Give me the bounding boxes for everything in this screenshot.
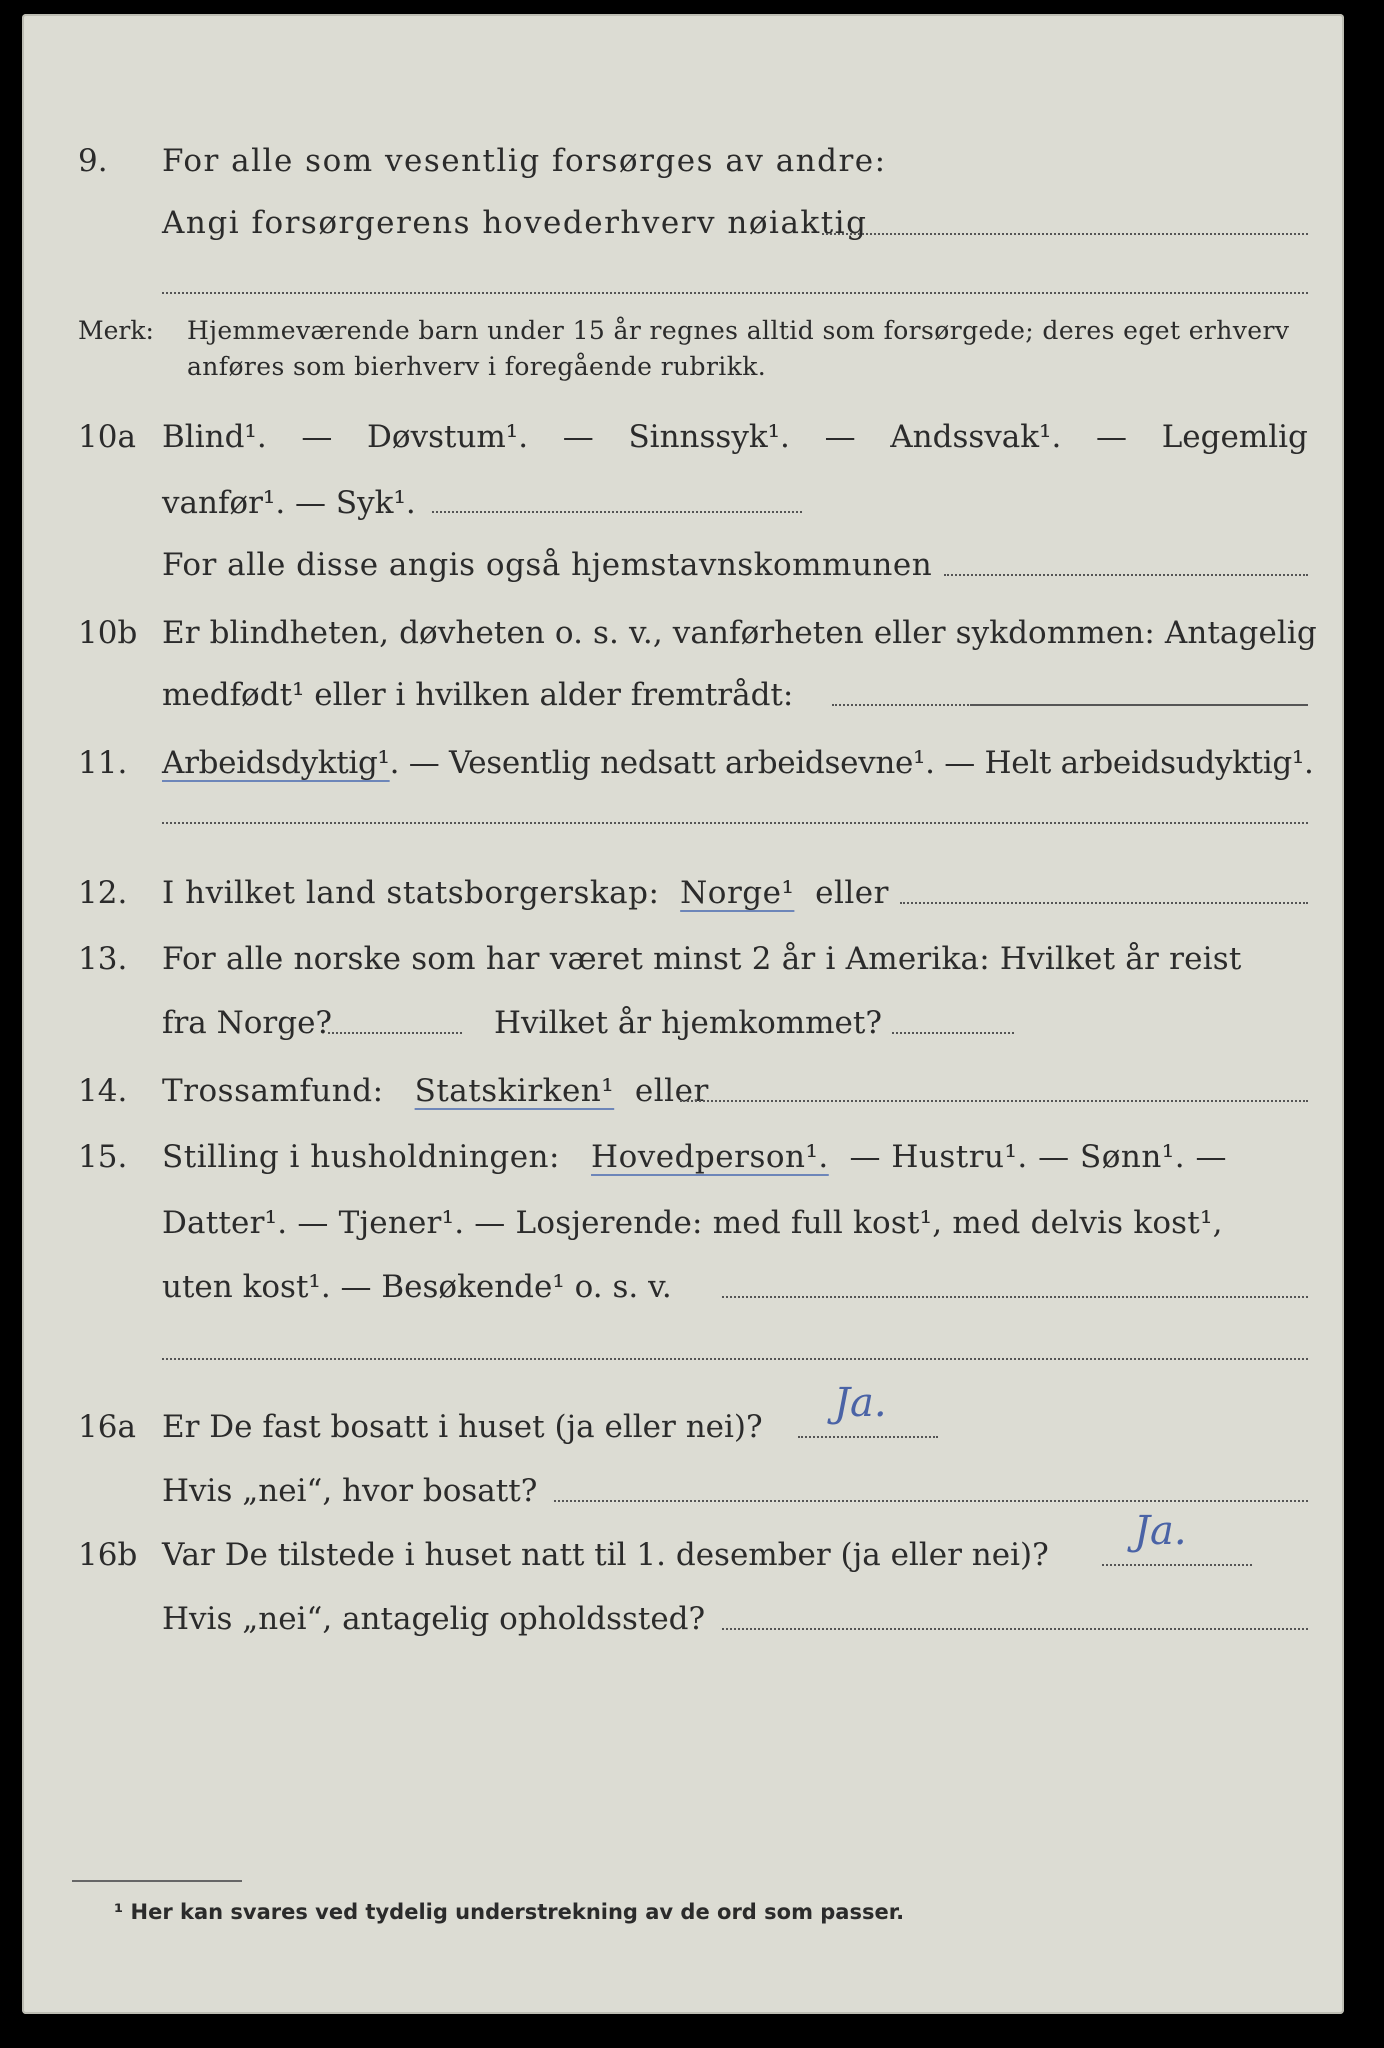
q15-underlined-hovedperson: Hovedperson¹.	[591, 1139, 829, 1175]
q10a-number: 10a	[78, 419, 136, 455]
q16a-text1: Er De fast bosatt i huset (ja eller nei)?	[162, 1409, 763, 1445]
q10a-text3: For alle disse angis også hjemstavnskommunen	[162, 547, 933, 583]
q10a-answer-line2	[944, 574, 1308, 576]
q16b-text2: Hvis „nei“, antagelig opholdssted?	[162, 1601, 706, 1637]
footnote-rule	[72, 1880, 242, 1882]
q11-text	[162, 740, 1314, 786]
q14-line	[22, 1068, 1344, 1114]
q9-number: 9.	[78, 143, 108, 179]
q10b-line1	[22, 610, 1344, 656]
q16b-answer-line2	[722, 1628, 1308, 1630]
q13-line2	[22, 1000, 1344, 1046]
q10a-opt-andssvak: Andssvak¹.	[890, 419, 1062, 455]
q10a-dash: —	[1096, 419, 1128, 455]
q13-line1	[22, 936, 1344, 982]
q10a-text2: vanfør¹. — Syk¹.	[162, 485, 416, 521]
q9-line1	[22, 138, 1344, 184]
q16b-answer-line	[1102, 1564, 1252, 1566]
q12-underlined-norge: Norge¹	[680, 875, 795, 911]
q11-rest: . — Vesentlig nedsatt arbeidsevne¹. — Helt arbeidsudyktig¹.	[389, 745, 1314, 781]
q10b-text2: medfødt¹ eller i hvilken alder fremtrådt:	[162, 677, 794, 713]
q16a-number: 16a	[78, 1409, 136, 1445]
q15-answer-line2	[162, 1358, 1308, 1360]
q11-answer-line	[162, 822, 1308, 824]
q10a-opt-dovstum: Døvstum¹.	[367, 419, 529, 455]
q14-number: 14.	[78, 1073, 128, 1109]
q16a-handwritten-answer: Ja.	[834, 1380, 887, 1426]
q9-text2: Angi forsørgerens hovederhverv nøiaktig	[162, 205, 868, 241]
q11-line	[22, 740, 1344, 786]
q9-answer-line	[822, 233, 1308, 235]
q10a-opt-legemlig: Legemlig	[1161, 419, 1308, 455]
q16b-text1: Var De tilstede i huset natt til 1. desember (ja eller nei)?	[162, 1537, 1049, 1573]
q10b-answer-line	[972, 704, 1308, 706]
q9-answer-line2	[162, 292, 1308, 294]
q10a-line3	[22, 542, 1344, 588]
q15-options1: — Hustru¹. — Sønn¹. —	[849, 1139, 1227, 1175]
footnote: ¹ Her kan svares ved tydelig understrekning av de ord som passer.	[114, 1900, 905, 1924]
q14-text	[162, 1068, 709, 1114]
form-page	[22, 14, 1344, 2014]
q15-line1	[22, 1134, 1344, 1180]
q13-answer-line2	[892, 1032, 1014, 1034]
q13-text1: For alle norske som har været minst 2 år i Amerika: Hvilket år reist	[162, 941, 1242, 977]
q15-number: 15.	[78, 1139, 128, 1175]
q15-text2: Datter¹. — Tjener¹. — Losjerende: med full kost¹, med delvis kost¹,	[162, 1205, 1223, 1241]
q15-text1	[162, 1134, 1227, 1180]
q13-number: 13.	[78, 941, 128, 977]
q10a-dash: —	[562, 419, 594, 455]
q10b-answer-dots	[832, 704, 972, 706]
q10a-answer-line	[432, 511, 802, 513]
q12-text	[162, 870, 889, 916]
q10a-opt-sinnssyk: Sinnssyk¹.	[628, 419, 790, 455]
q10a-dash: —	[824, 419, 856, 455]
q14-question: Trossamfund:	[162, 1073, 384, 1109]
q16a-text2: Hvis „nei“, hvor bosatt?	[162, 1473, 538, 1509]
q12-eller: eller	[815, 875, 889, 911]
q15-line3	[22, 1264, 1344, 1310]
q16b-line2	[22, 1596, 1344, 1642]
q14-answer-line	[680, 1100, 1308, 1102]
q15-question: Stilling i husholdningen:	[162, 1139, 560, 1175]
q15-text3: uten kost¹. — Besøkende¹ o. s. v.	[162, 1269, 672, 1305]
q10a-line1	[22, 414, 1344, 460]
q10b-text1: Er blindheten, døvheten o. s. v., vanførheten eller sykdommen: Antagelig	[162, 615, 1317, 651]
q10a-options	[162, 414, 1308, 460]
q15-line2	[22, 1200, 1344, 1246]
q9-line2	[22, 200, 1344, 246]
q12-line	[22, 870, 1344, 916]
q14-eller: eller	[634, 1073, 709, 1109]
q13-text2a: fra Norge?	[162, 1005, 333, 1041]
q15-answer-line	[722, 1296, 1308, 1298]
q16b-handwritten-answer: Ja.	[1134, 1508, 1187, 1554]
q10a-opt-blind: Blind¹.	[162, 419, 267, 455]
q16b-number: 16b	[78, 1537, 138, 1573]
q10b-number: 10b	[78, 615, 138, 651]
q11-underlined-arbeidsdyktig: Arbeidsdyktig¹	[162, 745, 390, 781]
merk-text2: anføres som bierhverv i foregående rubrikk.	[187, 352, 767, 381]
q11-number: 11.	[78, 745, 128, 781]
q12-answer-line	[900, 902, 1308, 904]
q12-number: 12.	[78, 875, 128, 911]
q16a-line1	[22, 1404, 1344, 1450]
q14-underlined-statskirken: Statskirken¹	[414, 1073, 615, 1109]
q10a-dash: —	[301, 419, 333, 455]
q12-question: I hvilket land statsborgerskap:	[162, 875, 660, 911]
merk-text1: Hjemmeværende barn under 15 år regnes alltid som forsørgede; deres eget erhverv	[187, 316, 1290, 345]
q13-answer-line1	[328, 1032, 462, 1034]
q10a-line2	[22, 480, 1344, 526]
q9-text1: For alle som vesentlig forsørges av andre:	[162, 143, 887, 179]
q10b-line2	[22, 672, 1344, 718]
q16a-answer-line2	[554, 1500, 1308, 1502]
q16a-answer-line	[798, 1436, 938, 1438]
q13-text2b: Hvilket år hjemkommet?	[494, 1005, 882, 1041]
merk-label: Merk:	[78, 316, 154, 345]
